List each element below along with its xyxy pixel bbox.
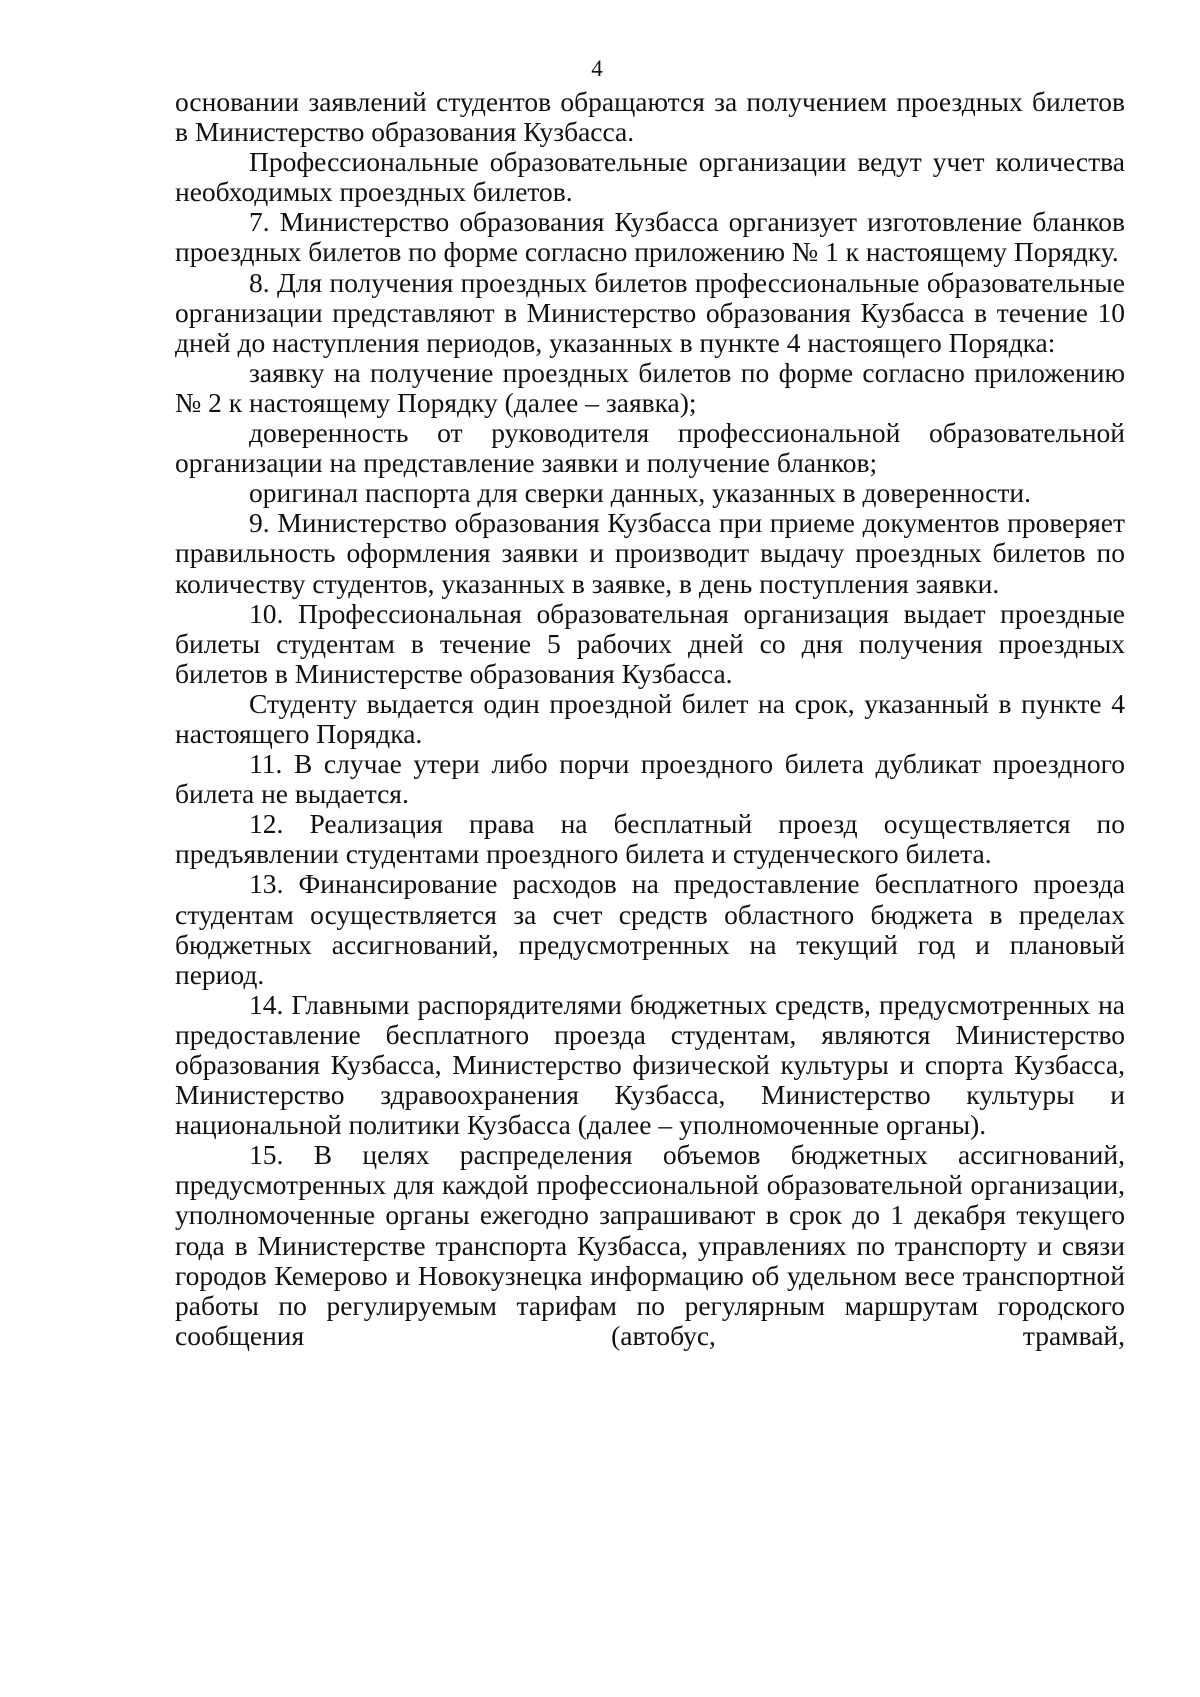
paragraph-passport: оригинал паспорта для сверки данных, указанных в доверенности.	[249, 477, 1031, 509]
paragraph-continuation: основании заявлений студентов обращаются за получением проездных билетов в Министерство образования Кузбасса.	[175, 86, 1125, 148]
document-body	[175, 87, 1125, 1351]
paragraph-application: заявку на получение проездных билетов по форме согласно приложению № 2 к настоящему Порядку (далее – заявка);	[175, 356, 1125, 418]
paragraph-item-9: 9. Министерство образования Кузбасса при приеме документов проверяет правильность оформления заявки и производит выдачу проездных билетов по количеству студентов, указанных в заявке, в день поступления заявки.	[175, 507, 1125, 599]
paragraph-item-13: 13. Финансирование расходов на предоставление бесплатного проезда студентам осуществляется за счет средств областного бюджета в пределах бюджетных ассигнований, предусмотренных на текущий год и плановый период.	[175, 868, 1125, 990]
paragraph-item-14: 14. Главными распорядителями бюджетных средств, предусмотренных на предоставление бесплатного проезда студентам, являются Министерство образования Кузбасса, Министерство физической культуры и спорта Кузбасса, Министерство здравоохранения Кузбасса, Министерство культуры и национальной политики Кузбасса (далее – уполномоченные органы).	[175, 988, 1125, 1141]
paragraph-item-8: 8. Для получения проездных билетов профессиональные образовательные организации представляют в Министерство образования Кузбасса в течение 10 дней до наступления периодов, указанных в пункте 4 настоящего Порядка:	[175, 266, 1125, 358]
paragraph-item-11: 11. В случае утери либо порчи проездного билета дубликат проездного билета не выдается.	[175, 748, 1125, 810]
paragraph-item-12: 12. Реализация права на бесплатный проезд осуществляется по предъявлении студентами проездного билета и студенческого билета.	[175, 808, 1125, 870]
paragraph-item-7: 7. Министерство образования Кузбасса организует изготовление бланков проездных билетов по форме согласно приложению № 1 к настоящему Порядку.	[175, 206, 1125, 268]
paragraph-power-of-attorney: доверенность от руководителя профессиональной образовательной организации на представление заявки и получение бланков;	[175, 417, 1125, 479]
paragraph-item-10: 10. Профессиональная образовательная организация выдает проездные билеты студентам в течение 5 рабочих дней со дня получения проездных билетов в Министерстве образования Кузбасса.	[175, 597, 1125, 689]
paragraph-one-ticket: Студенту выдается один проездной билет на срок, указанный в пункте 4 настоящего Порядка.	[175, 687, 1125, 749]
paragraph-record-keeping: Профессиональные образовательные организации ведут учет количества необходимых проездных билетов.	[175, 146, 1125, 208]
page-number: 4	[591, 56, 603, 81]
paragraph-item-15: 15. В целях распределения объемов бюджетных ассигнований, предусмотренных для каждой профессиональной образовательной организации, уполномоченные органы ежегодно запрашивают в срок до 1 декабря текущего года в Министерстве транспорта Кузбасса, управлениях по транспорту и связи городов Кемерово и Новокузнецка информацию об удельном весе транспортной работы по регулируемым тарифам по регулярным маршрутам городского сообщения (автобус, трамвай,	[175, 1139, 1125, 1351]
